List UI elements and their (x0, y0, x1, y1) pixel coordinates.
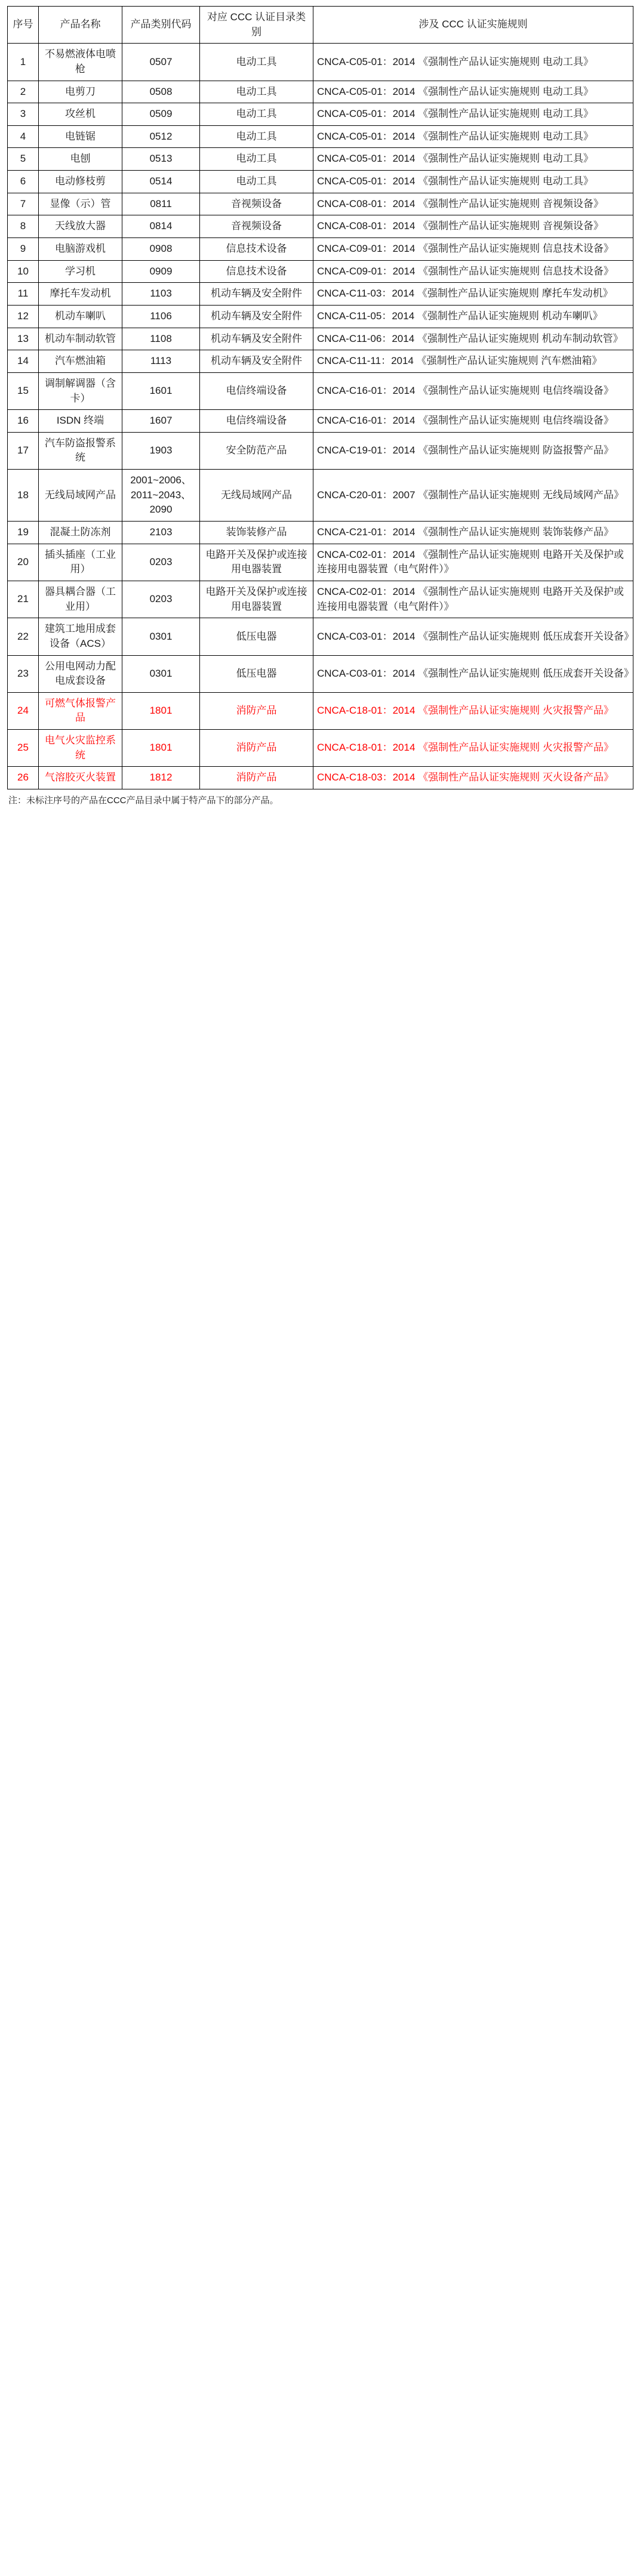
cell-ccc-rule: CNCA-C11-06：2014 《强制性产品认证实施规则 机动车制动软管》 (313, 328, 633, 350)
cell-index: 3 (8, 103, 39, 126)
cell-product-code: 1801 (122, 692, 200, 729)
cell-index: 26 (8, 767, 39, 789)
cell-product-code: 0203 (122, 544, 200, 581)
cell-ccc-category: 信息技术设备 (200, 238, 313, 261)
cell-product-name: 调制解调器（含卡） (39, 372, 122, 409)
cell-ccc-rule: CNCA-C09-01：2014 《强制性产品认证实施规则 信息技术设备》 (313, 260, 633, 283)
cell-ccc-rule: CNCA-C16-01：2014 《强制性产品认证实施规则 电信终端设备》 (313, 410, 633, 433)
cell-product-name: 气溶胶灭火装置 (39, 767, 122, 789)
cell-index: 11 (8, 283, 39, 306)
table-row (8, 215, 633, 238)
cell-index: 22 (8, 618, 39, 655)
cell-product-code: 1801 (122, 730, 200, 767)
cell-ccc-rule: CNCA-C03-01：2014 《强制性产品认证实施规则 低压成套开关设备》 (313, 655, 633, 692)
cell-ccc-category: 装饰装修产品 (200, 522, 313, 544)
table-row (8, 581, 633, 618)
cell-index: 9 (8, 238, 39, 261)
cell-ccc-category: 安全防范产品 (200, 432, 313, 469)
cell-product-code: 0508 (122, 81, 200, 103)
column-header-product-name: 产品名称 (39, 7, 122, 44)
cell-ccc-category: 电动工具 (200, 81, 313, 103)
cell-product-name: 学习机 (39, 260, 122, 283)
cell-index: 25 (8, 730, 39, 767)
cell-product-code: 1113 (122, 350, 200, 373)
cell-ccc-rule: CNCA-C19-01：2014 《强制性产品认证实施规则 防盗报警产品》 (313, 432, 633, 469)
cell-ccc-rule: CNCA-C18-01：2014 《强制性产品认证实施规则 火灾报警产品》 (313, 730, 633, 767)
cell-product-name: 机动车喇叭 (39, 305, 122, 328)
cell-ccc-rule: CNCA-C05-01：2014 《强制性产品认证实施规则 电动工具》 (313, 81, 633, 103)
cell-product-code: 2001~2006、2011~2043、2090 (122, 470, 200, 522)
cell-product-code: 1903 (122, 432, 200, 469)
cell-ccc-rule: CNCA-C05-01：2014 《强制性产品认证实施规则 电动工具》 (313, 44, 633, 81)
cell-product-code: 0513 (122, 148, 200, 171)
table-row (8, 522, 633, 544)
table-row (8, 44, 633, 81)
cell-ccc-rule: CNCA-C11-03：2014 《强制性产品认证实施规则 摩托车发动机》 (313, 283, 633, 306)
cell-product-code: 0509 (122, 103, 200, 126)
cell-product-code: 1601 (122, 372, 200, 409)
cell-product-name: 公用电网动力配电成套设备 (39, 655, 122, 692)
table-row (8, 767, 633, 789)
cell-ccc-category: 消防产品 (200, 767, 313, 789)
cell-ccc-rule: CNCA-C05-01：2014 《强制性产品认证实施规则 电动工具》 (313, 125, 633, 148)
cell-product-code: 0507 (122, 44, 200, 81)
table-row (8, 655, 633, 692)
cell-index: 13 (8, 328, 39, 350)
cell-product-name: 电动修枝剪 (39, 171, 122, 193)
cell-ccc-rule: CNCA-C08-01：2014 《强制性产品认证实施规则 音视频设备》 (313, 193, 633, 215)
table-row (8, 238, 633, 261)
cell-product-name: 插头插座（工业用） (39, 544, 122, 581)
cell-index: 20 (8, 544, 39, 581)
cell-ccc-category: 机动车辆及安全附件 (200, 350, 313, 373)
cell-ccc-category: 电动工具 (200, 44, 313, 81)
table-row (8, 193, 633, 215)
table-row (8, 692, 633, 729)
cell-product-code: 1106 (122, 305, 200, 328)
cell-product-name: 不易燃液体电喷枪 (39, 44, 122, 81)
table-row (8, 618, 633, 655)
cell-product-name: 天线放大器 (39, 215, 122, 238)
cell-product-code: 1812 (122, 767, 200, 789)
cell-product-name: ISDN 终端 (39, 410, 122, 433)
table-footnote: 注：未标注序号的产品在CCC产品目录中属于特产品下的部分产品。 (8, 795, 279, 806)
cell-product-name: 攻丝机 (39, 103, 122, 126)
column-header-index: 序号 (8, 7, 39, 44)
cell-index: 18 (8, 470, 39, 522)
cell-product-code: 0514 (122, 171, 200, 193)
cell-ccc-category: 电动工具 (200, 171, 313, 193)
cell-product-name: 无线局域网产品 (39, 470, 122, 522)
cell-product-name: 器具耦合器（工业用） (39, 581, 122, 618)
cell-index: 17 (8, 432, 39, 469)
cell-product-name: 显像（示）管 (39, 193, 122, 215)
column-header-product-code: 产品类别代码 (122, 7, 200, 44)
table-header (8, 7, 633, 44)
cell-index: 23 (8, 655, 39, 692)
cell-product-name: 电脑游戏机 (39, 238, 122, 261)
cell-product-code: 0301 (122, 655, 200, 692)
cell-ccc-rule: CNCA-C11-11：2014 《强制性产品认证实施规则 汽车燃油箱》 (313, 350, 633, 373)
cell-ccc-category: 电信终端设备 (200, 410, 313, 433)
cell-index: 12 (8, 305, 39, 328)
cell-index: 15 (8, 372, 39, 409)
ccc-product-table (7, 6, 633, 789)
cell-ccc-category: 机动车辆及安全附件 (200, 305, 313, 328)
cell-index: 16 (8, 410, 39, 433)
cell-index: 8 (8, 215, 39, 238)
cell-ccc-category: 电动工具 (200, 125, 313, 148)
cell-ccc-category: 无线局域网产品 (200, 470, 313, 522)
table-row (8, 470, 633, 522)
document-page (0, 0, 640, 811)
table-row (8, 283, 633, 306)
cell-ccc-category: 消防产品 (200, 692, 313, 729)
cell-product-code: 0908 (122, 238, 200, 261)
cell-product-code: 0909 (122, 260, 200, 283)
cell-product-code: 0814 (122, 215, 200, 238)
cell-ccc-rule: CNCA-C02-01：2014 《强制性产品认证实施规则 电路开关及保护或连接用电器装置（电气附件）》 (313, 581, 633, 618)
table-row (8, 81, 633, 103)
cell-product-code: 2103 (122, 522, 200, 544)
cell-ccc-category: 低压电器 (200, 618, 313, 655)
cell-ccc-rule: CNCA-C09-01：2014 《强制性产品认证实施规则 信息技术设备》 (313, 238, 633, 261)
cell-index: 4 (8, 125, 39, 148)
cell-product-name: 汽车燃油箱 (39, 350, 122, 373)
cell-ccc-rule: CNCA-C20-01：2007 《强制性产品认证实施规则 无线局域网产品》 (313, 470, 633, 522)
column-header-ccc-category: 对应 CCC 认证目录类别 (200, 7, 313, 44)
cell-ccc-rule: CNCA-C05-01：2014 《强制性产品认证实施规则 电动工具》 (313, 171, 633, 193)
cell-ccc-category: 机动车辆及安全附件 (200, 328, 313, 350)
column-header-ccc-rule: 涉及 CCC 认证实施规则 (313, 7, 633, 44)
table-row (8, 350, 633, 373)
cell-ccc-rule: CNCA-C02-01：2014 《强制性产品认证实施规则 电路开关及保护或连接用电器装置（电气附件）》 (313, 544, 633, 581)
cell-ccc-category: 电动工具 (200, 148, 313, 171)
cell-index: 24 (8, 692, 39, 729)
cell-ccc-category: 机动车辆及安全附件 (200, 283, 313, 306)
table-row (8, 148, 633, 171)
cell-product-name: 电气火灾监控系统 (39, 730, 122, 767)
cell-product-name: 摩托车发动机 (39, 283, 122, 306)
cell-index: 1 (8, 44, 39, 81)
cell-product-name: 电链锯 (39, 125, 122, 148)
cell-product-code: 0203 (122, 581, 200, 618)
cell-ccc-rule: CNCA-C05-01：2014 《强制性产品认证实施规则 电动工具》 (313, 103, 633, 126)
table-row (8, 103, 633, 126)
cell-product-name: 汽车防盗报警系统 (39, 432, 122, 469)
table-body (8, 44, 633, 789)
cell-product-code: 1108 (122, 328, 200, 350)
cell-product-code: 1607 (122, 410, 200, 433)
cell-ccc-category: 消防产品 (200, 730, 313, 767)
cell-index: 2 (8, 81, 39, 103)
cell-index: 21 (8, 581, 39, 618)
cell-ccc-category: 电动工具 (200, 103, 313, 126)
table-row (8, 410, 633, 433)
cell-ccc-category: 音视频设备 (200, 193, 313, 215)
cell-index: 19 (8, 522, 39, 544)
cell-product-code: 1103 (122, 283, 200, 306)
cell-product-name: 电剪刀 (39, 81, 122, 103)
cell-ccc-rule: CNCA-C11-05：2014 《强制性产品认证实施规则 机动车喇叭》 (313, 305, 633, 328)
table-row (8, 125, 633, 148)
table-row (8, 544, 633, 581)
cell-ccc-category: 音视频设备 (200, 215, 313, 238)
cell-product-code: 0811 (122, 193, 200, 215)
cell-product-code: 0301 (122, 618, 200, 655)
cell-index: 10 (8, 260, 39, 283)
table-row (8, 432, 633, 469)
cell-product-name: 可燃气体报警产品 (39, 692, 122, 729)
cell-index: 5 (8, 148, 39, 171)
table-row (8, 730, 633, 767)
cell-ccc-category: 电路开关及保护或连接用电器装置 (200, 544, 313, 581)
cell-ccc-rule: CNCA-C21-01：2014 《强制性产品认证实施规则 装饰装修产品》 (313, 522, 633, 544)
cell-ccc-rule: CNCA-C18-01：2014 《强制性产品认证实施规则 火灾报警产品》 (313, 692, 633, 729)
cell-ccc-category: 电路开关及保护或连接用电器装置 (200, 581, 313, 618)
table-header-row (8, 7, 633, 44)
cell-product-code: 0512 (122, 125, 200, 148)
table-row (8, 305, 633, 328)
cell-index: 6 (8, 171, 39, 193)
cell-index: 7 (8, 193, 39, 215)
cell-product-name: 建筑工地用成套设备（ACS） (39, 618, 122, 655)
table-row (8, 372, 633, 409)
table-row (8, 328, 633, 350)
cell-product-name: 机动车制动软管 (39, 328, 122, 350)
cell-product-name: 混凝土防冻剂 (39, 522, 122, 544)
cell-ccc-category: 电信终端设备 (200, 372, 313, 409)
cell-ccc-category: 低压电器 (200, 655, 313, 692)
table-row (8, 171, 633, 193)
cell-index: 14 (8, 350, 39, 373)
cell-ccc-category: 信息技术设备 (200, 260, 313, 283)
table-row (8, 260, 633, 283)
cell-ccc-rule: CNCA-C03-01：2014 《强制性产品认证实施规则 低压成套开关设备》 (313, 618, 633, 655)
cell-ccc-rule: CNCA-C08-01：2014 《强制性产品认证实施规则 音视频设备》 (313, 215, 633, 238)
cell-ccc-rule: CNCA-C05-01：2014 《强制性产品认证实施规则 电动工具》 (313, 148, 633, 171)
cell-ccc-rule: CNCA-C18-03：2014 《强制性产品认证实施规则 灭火设备产品》 (313, 767, 633, 789)
cell-ccc-rule: CNCA-C16-01：2014 《强制性产品认证实施规则 电信终端设备》 (313, 372, 633, 409)
cell-product-name: 电刨 (39, 148, 122, 171)
